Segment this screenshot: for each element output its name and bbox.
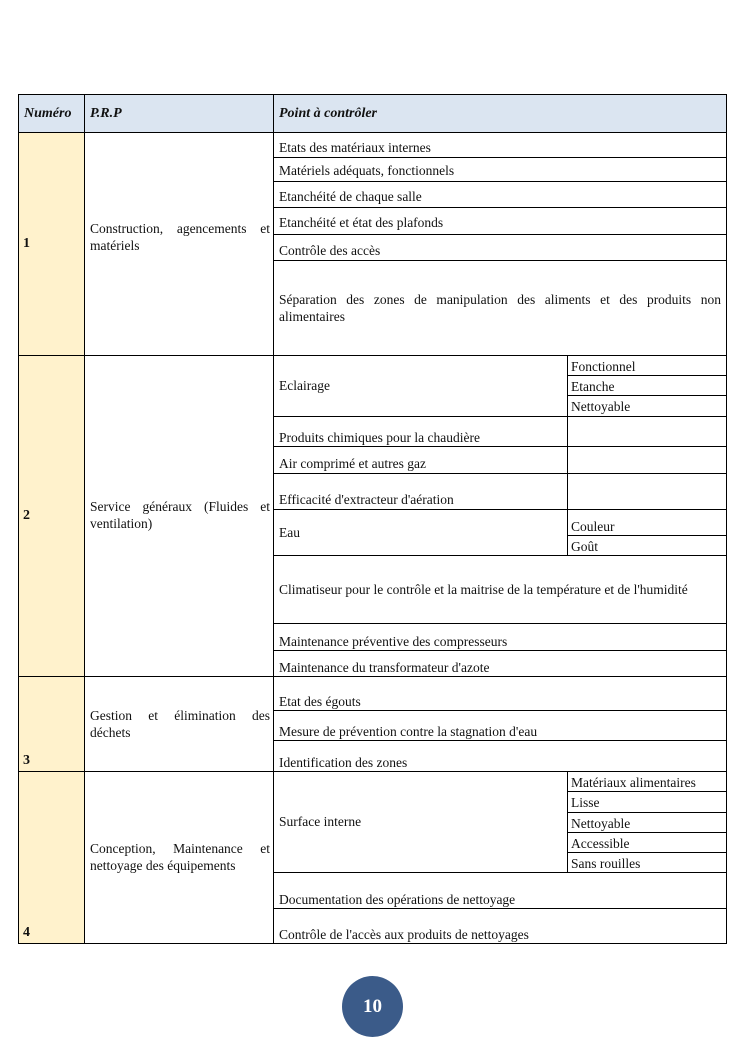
row-divider — [273, 908, 727, 909]
row-divider — [273, 234, 727, 235]
row-divider — [273, 446, 727, 447]
point-cell: Maintenance préventive des compresseurs — [279, 633, 508, 649]
column-divider — [273, 94, 274, 944]
row-divider — [273, 157, 727, 158]
point-cell: Etanchéité de chaque salle — [279, 188, 422, 204]
point-cell: Etanchéité et état des plafonds — [279, 214, 444, 230]
sub-divider — [567, 852, 727, 853]
table-border — [18, 94, 727, 95]
row-divider — [273, 623, 727, 624]
point-cell: Produits chimiques pour la chaudière — [279, 429, 480, 445]
point-cell: Identification des zones — [279, 754, 408, 770]
point-cell: Climatiseur pour le contrôle et la maitrise de la température et de l'humidité — [279, 581, 688, 597]
column-divider — [567, 771, 568, 872]
sub-divider — [567, 535, 727, 536]
row-divider — [273, 872, 727, 873]
point-cell: Contrôle des accès — [279, 242, 381, 258]
row-divider — [18, 132, 727, 133]
sub-divider — [567, 395, 727, 396]
table-border — [18, 943, 727, 944]
point-cell: Maintenance du transformateur d'azote — [279, 659, 490, 675]
group-3-prp: Gestion et élimination des déchets — [90, 707, 270, 740]
sub-divider — [567, 791, 727, 792]
group-1-number: 1 — [19, 132, 85, 355]
header-point: Point à contrôler — [274, 95, 726, 132]
point-cell: Eclairage — [279, 378, 330, 393]
sub-point-cell: Etanche — [571, 378, 615, 394]
sub-divider — [567, 375, 727, 376]
table-border — [726, 94, 727, 944]
row-divider — [273, 650, 727, 651]
point-cell: Documentation des opérations de nettoyage — [279, 891, 516, 907]
group-4-number: 4 — [19, 771, 85, 943]
row-divider — [18, 676, 727, 677]
group-2-prp: Service généraux (Fluides et ventilation) — [90, 499, 270, 531]
group-2-number: 2 — [19, 355, 85, 676]
row-divider — [18, 771, 727, 772]
header-numero: Numéro — [19, 95, 85, 132]
sub-divider — [567, 812, 727, 813]
row-divider — [273, 260, 727, 261]
table-border — [18, 94, 19, 944]
row-divider — [273, 710, 727, 711]
point-cell: Séparation des zones de manipulation des aliments et des produits non alimentaires — [279, 292, 721, 324]
row-divider — [273, 207, 727, 208]
sub-divider — [567, 832, 727, 833]
point-cell: Mesure de prévention contre la stagnation d'eau — [279, 723, 538, 739]
sub-point-cell: Fonctionnel — [571, 358, 636, 374]
group-3-number: 3 — [19, 676, 85, 771]
sub-point-cell: Matériaux alimentaires — [571, 774, 696, 790]
point-cell: Contrôle de l'accès aux produits de nettoyages — [279, 926, 529, 942]
header-prp: P.R.P — [85, 95, 274, 132]
point-cell: Surface interne — [279, 814, 362, 829]
row-divider — [273, 740, 727, 741]
column-divider — [567, 355, 568, 555]
row-divider — [273, 509, 727, 510]
row-divider — [273, 416, 727, 417]
sub-point-cell: Lisse — [571, 794, 600, 810]
point-cell: Eau — [279, 525, 300, 540]
row-divider — [273, 555, 727, 556]
sub-point-cell: Nettoyable — [571, 398, 631, 414]
point-cell: Efficacité d'extracteur d'aération — [279, 491, 454, 507]
sub-point-cell: Nettoyable — [571, 815, 631, 831]
sub-point-cell: Accessible — [571, 835, 630, 851]
point-cell: Etat des égouts — [279, 693, 361, 709]
point-cell: Matériels adéquats, fonctionnels — [279, 163, 455, 178]
sub-point-cell: Couleur — [571, 518, 615, 534]
point-cell: Etats des matériaux internes — [279, 140, 431, 155]
row-divider — [273, 473, 727, 474]
group-1-prp: Construction, agencements et matériels — [90, 220, 270, 253]
row-divider — [273, 181, 727, 182]
column-divider — [84, 94, 85, 944]
page-number-badge: 10 — [342, 976, 403, 1037]
sub-point-cell: Sans rouilles — [571, 855, 641, 871]
row-divider — [18, 355, 727, 356]
sub-point-cell: Goût — [571, 538, 598, 554]
point-cell: Air comprimé et autres gaz — [279, 456, 426, 471]
group-4-prp: Conception, Maintenance et nettoyage des équipements — [90, 841, 270, 873]
